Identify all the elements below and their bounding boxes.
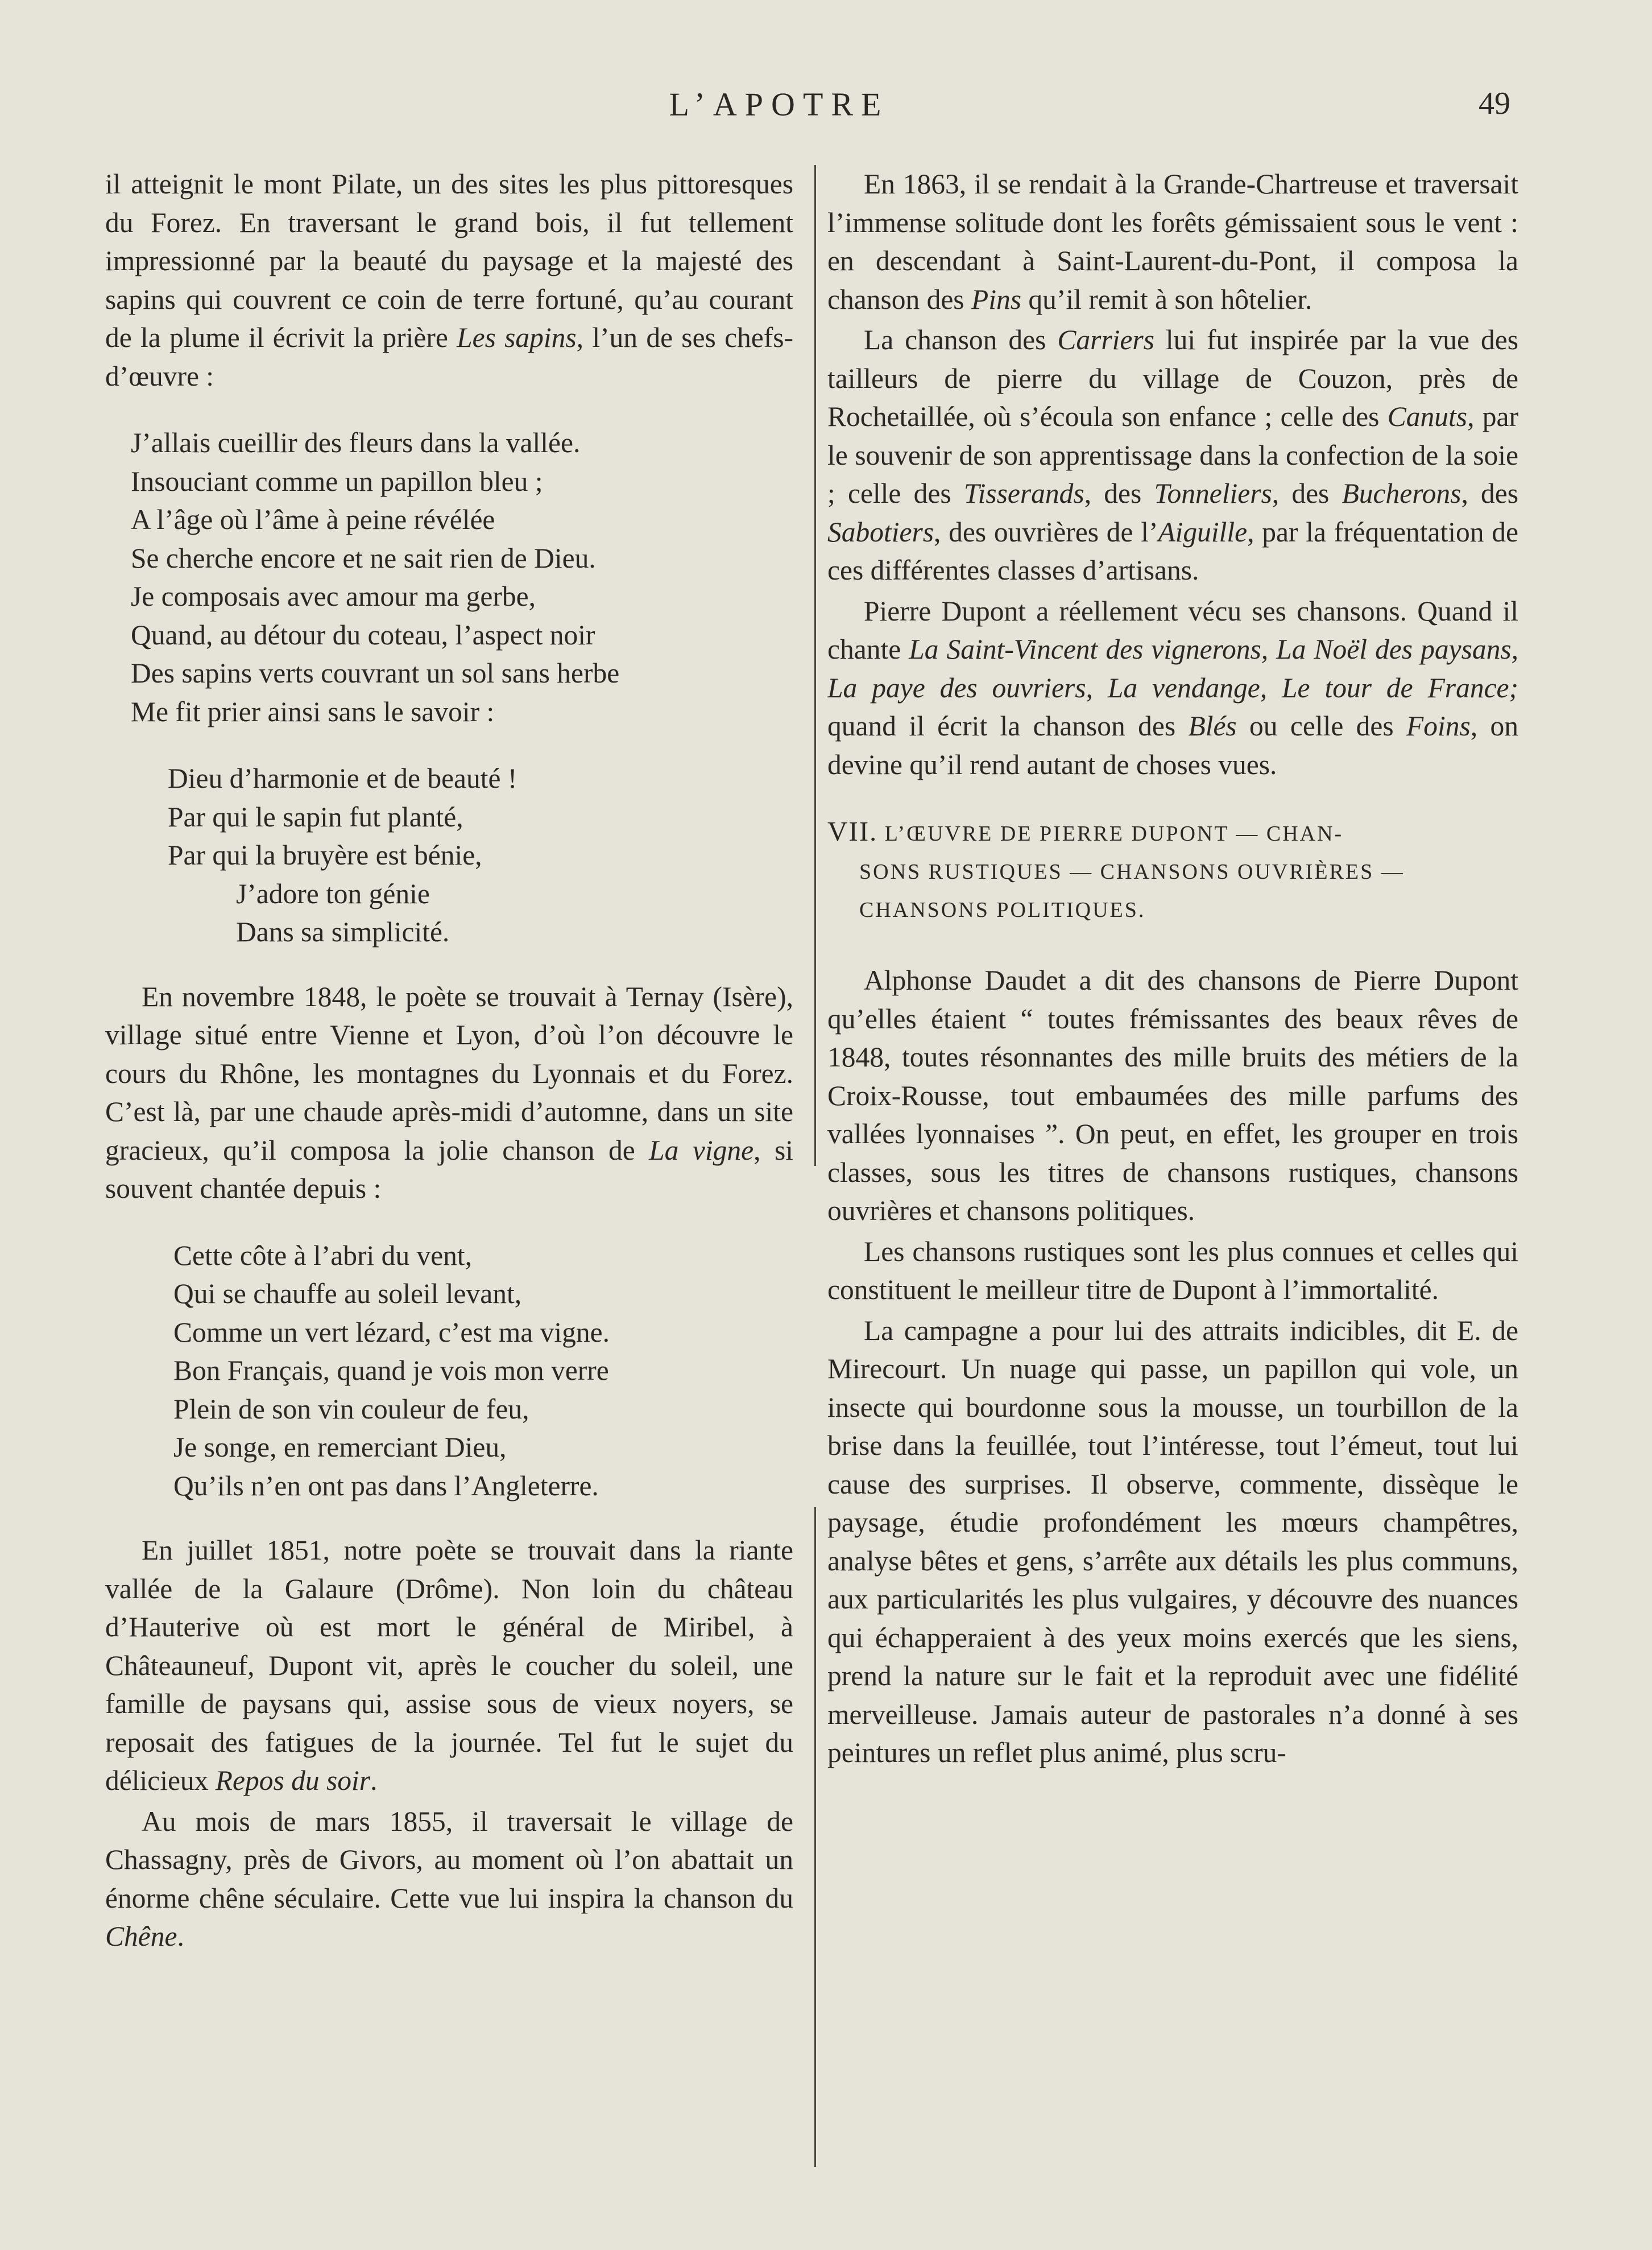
verse-block (105, 424, 793, 952)
verse-line: Se cherche encore et ne sait rien de Dieu. (131, 542, 596, 574)
verse-line: A l’âge où l’âme à peine révélée (131, 504, 495, 535)
verse-line: Je composais avec amour ma gerbe, (131, 581, 536, 612)
verse-line: Cette côte à l’abri du vent, (173, 1239, 473, 1271)
paragraph: Alphonse Daudet a dit des chansons de Pierre Dupont qu’elles étaient “ toutes frémissantes des beaux rêves de 1848, toutes résonnantes des mille bruits des métiers de la Croix-Rousse, tout embaumées des mille parfums des vallées lyonnaises ”. On peut, en effet, les grouper en trois classes, sous les titres de chansons rustiques, chansons ouvrières et chansons politiques. (827, 965, 1518, 1226)
verse-line: Insouciant comme un papillon bleu ; (131, 465, 543, 497)
left-column (105, 165, 793, 1958)
verse-line: Me fit prier ainsi sans le savoir : (131, 696, 495, 727)
verse-line: Bon Français, quand je vois mon verre (173, 1355, 609, 1386)
paragraph: Au mois de mars 1855, il traversait le village de Chassagny, près de Givors, au moment où l’on abattait un énorme chêne séculaire. Cette vue lui inspira la chanson du Chêne. (105, 1805, 793, 1952)
section-title-line: CHANSONS POLITIQUES. (859, 898, 1146, 922)
verse-line: J’adore ton génie (236, 878, 430, 909)
paragraph: La campagne a pour lui des attraits indicibles, dit E. de Mirecourt. Un nuage qui passe, un papillon qui vole, un insecte qui bourdonne sous la mousse, un tourbillon de la brise dans la feuillée, tout l’intéresse, tout l’émeut, tout lui cause des surprises. Il observe, commente, dissèque le paysage, étudie profondément les mœurs champêtres, analyse bêtes et gens, s’arrête aux détails les plus communs, aux particularités les plus vulgaires, y découvre des nuances qui échapperaient à des yeux moins exercés que les siens, prend la nature sur le fait et la reproduit avec une fidélité merveilleuse. Jamais auteur de pastorales n’a donné à ses peintures un reflet plus animé, plus scru- (827, 1314, 1518, 1768)
section-number: VII. (827, 816, 878, 847)
paragraph: il atteignit le mont Pilate, un des sites les plus pittoresques du Forez. En traversant le grand bois, il fut tellement impressionné par la beauté du paysage et la majesté des sapins qui couvrent ce coin de terre fortuné, qu’au courant de la plume il écrivit la prière Les sapins, l’un de ses chefs-d’œuvre : (105, 168, 793, 392)
section-title-line: L’ŒUVRE DE PIERRE DUPONT — CHAN- (884, 822, 1344, 846)
verse-line: Comme un vert lézard, c’est ma vigne. (173, 1316, 610, 1348)
paragraph: En 1863, il se rendait à la Grande-Chartreuse et traversait l’immense solitude dont les forêts gémissaient sous le vent : en descendant à Saint-Laurent-du-Pont, il composa la chanson des Pins qu’il remit à son hôtelier. (827, 168, 1518, 315)
paragraph: En novembre 1848, le poète se trouvait à Ternay (Isère), village situé entre Vienne et Lyon, d’où l’on découvre le cours du Rhône, les montagnes du Lyonnais et du Forez. C’est là, par une chaude après-midi d’automne, dans un site gracieux, qu’il composa la jolie chanson de La vigne, si souvent chantée depuis : (105, 981, 793, 1204)
paragraph: Pierre Dupont a réellement vécu ses chansons. Quand il chante La Saint-Vincent des vignerons, La Noël des paysans, La paye des ouvriers, La vendange, Le tour de France; quand il écrit la chanson des Blés ou celle des Foins, on devine qu’il rend autant de choses vues. (827, 595, 1519, 780)
verse-line: Qui se chauffe au soleil levant, (173, 1278, 522, 1309)
verse-line: Plein de son vin couleur de feu, (173, 1393, 529, 1425)
running-title: L’APOTRE (669, 86, 889, 123)
verse-line: Qu’ils n’en ont pas dans l’Angleterre. (173, 1470, 599, 1502)
verse-line: Quand, au détour du coteau, l’aspect noir (131, 619, 595, 651)
section-title-line: SONS RUSTIQUES — CHANSONS OUVRIÈRES — (859, 860, 1405, 884)
paragraph: En juillet 1851, notre poète se trouvait dans la riante vallée de la Galaure (Drôme). Non loin du château d’Hauterive où est mort le général de Miribel, à Châteauneuf, Dupont vit, après le coucher du soleil, une famille de paysans qui, assise sous de vieux noyers, se reposait des fatigues de la journée. Tel fut le sujet du délicieux Repos du soir. (105, 1535, 793, 1796)
verse-line: Dans sa simplicité. (236, 916, 450, 948)
verse-line: J’allais cueillir des fleurs dans la vallée. (131, 427, 581, 458)
column-rule (814, 1507, 816, 2167)
verse-line: Dieu d’harmonie et de beauté ! (168, 763, 517, 794)
column-rule (814, 165, 816, 1166)
section-heading (827, 812, 1518, 929)
verse-line: Des sapins verts couvrant un sol sans herbe (131, 657, 620, 689)
paragraph: La chanson des Carriers lui fut inspirée par la vue des tailleurs de pierre du village de Couzon, près de Rochetaillée, où s’écoula son enfance ; celle des Canuts, par le souvenir de son apprentissage dans la confection de la soie ; celle des Tisserands, des Tonneliers, des Bucherons, des Sabotiers, des ouvrières de l’Aiguille, par la fréquentation de ces différentes classes d’artisans. (827, 324, 1519, 586)
verse-line: Je songe, en remerciant Dieu, (173, 1432, 507, 1463)
paragraph: Les chansons rustiques sont les plus connues et celles qui constituent le meilleur titre de Dupont à l’immortalité. (827, 1235, 1518, 1305)
page-number: 49 (1479, 86, 1510, 121)
right-column (827, 165, 1518, 1775)
verse-line: Par qui le sapin fut planté, (168, 801, 463, 833)
verse-line: Par qui la bruyère est bénie, (168, 839, 482, 871)
verse-block (105, 1236, 793, 1505)
